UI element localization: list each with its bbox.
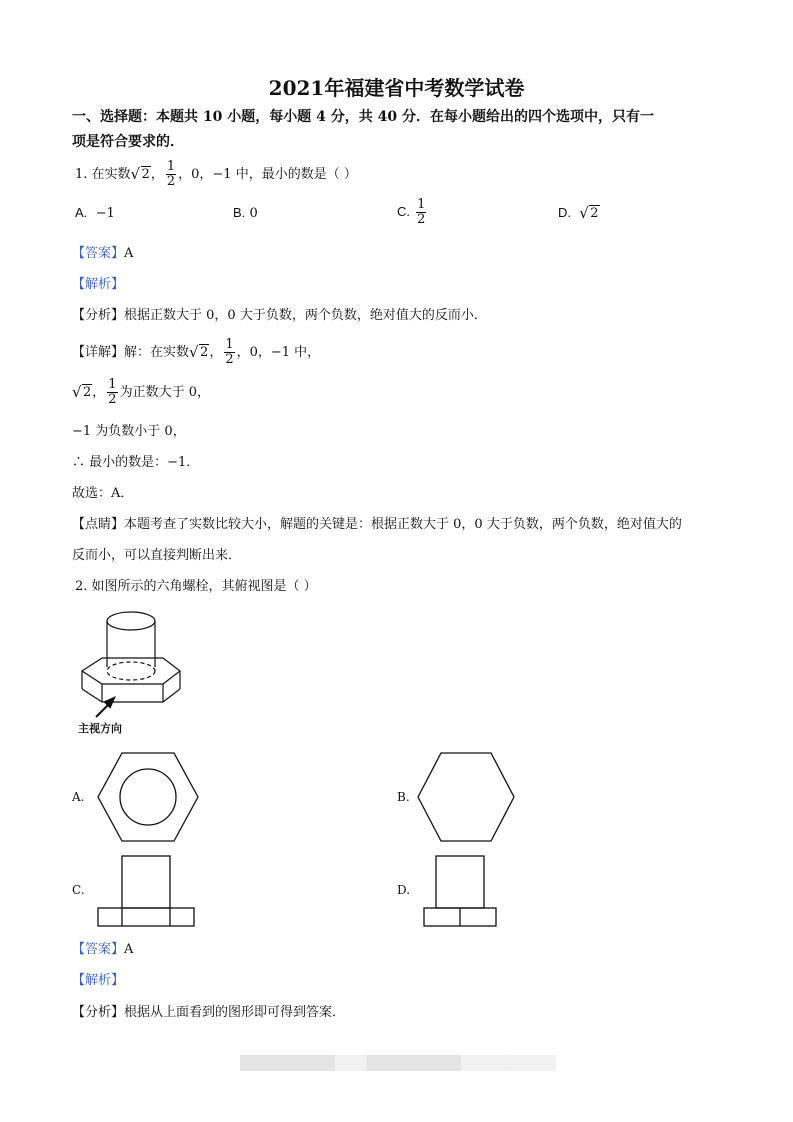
q1-dianjing-line1: 【点睛】本题考查了实数比较大小，解题的关键是：根据正数大于 0，0 大于负数，两个负数，绝对值大的 (72, 517, 682, 532)
q2-analysis-tag: 【解析】 (72, 973, 125, 988)
q1-stem: 1. 在实数√ 2， $\frac{1}{2}$ ，0，−1 中，最小的数是（ ） (75, 160, 357, 189)
q1-frac: $\frac{1}{2}$ (166, 159, 176, 189)
q2-option-b-figure[interactable] (416, 751, 516, 843)
q2-option-b-label[interactable]: B. (397, 790, 410, 804)
q1-xiangjie: 【详解】解：在实数√ 2， $\frac{1}{2}$ ，0，−1 中， (72, 338, 320, 367)
q1-option-a[interactable]: A. −1 (75, 205, 115, 221)
q1-option-c[interactable]: C. $\frac{1}{2}$ (397, 197, 426, 227)
section-header-line2: 项是符合要求的． (72, 134, 184, 150)
view-direction-label: 主视方向 (78, 722, 122, 735)
blurred-watermark (240, 1055, 556, 1071)
q1-option-d[interactable]: D. √ 2 (558, 205, 600, 221)
q1-sqrt: √ 2 (131, 167, 151, 182)
q2-option-a-figure[interactable] (96, 751, 200, 843)
q2-option-c-label[interactable]: C. (72, 883, 85, 897)
q1-min-line: ∴ 最小的数是：−1． (72, 455, 200, 470)
q1-dianjing-line2: 反而小，可以直接判断出来． (72, 548, 242, 563)
q2-option-c-figure[interactable] (96, 854, 196, 928)
q1-choice-line: 故选：A． (72, 486, 134, 501)
q1-analysis-tag: 【解析】 (72, 277, 125, 292)
q1-tail: ，0，−1 中，最小的数是（ ） (178, 167, 357, 182)
q1-answer: 【答案】A (72, 246, 134, 261)
q2-stem: 2. 如图所示的六角螺栓，其俯视图是（ ） (75, 579, 317, 594)
page-title: 2021年福建省中考数学试卷 (268, 76, 525, 100)
q1-fenxi: 【分析】根据正数大于 0，0 大于负数，两个负数，绝对值大的反而小． (72, 308, 487, 323)
q1-option-b[interactable]: B. 0 (233, 205, 258, 221)
q2-fenxi: 【分析】根据从上面看到的图形即可得到答案． (72, 1005, 346, 1020)
q1-positive-line: √ 2， $\frac{1}{2}$ 为正数大于 0， (72, 378, 210, 407)
q1-prefix: 1. 在实数 (75, 167, 131, 182)
q2-option-a-label[interactable]: A. (72, 790, 85, 804)
q2-option-d-figure[interactable] (422, 854, 498, 928)
section-header-line1: 一、选择题：本题共 10 小题，每小题 4 分，共 40 分．在每小题给出的四个选项中，只有一 (72, 109, 654, 125)
q2-option-d-label[interactable]: D. (397, 883, 411, 897)
q1-negative-line: −1 为负数小于 0， (72, 424, 186, 439)
q2-answer: 【答案】A (72, 942, 134, 957)
